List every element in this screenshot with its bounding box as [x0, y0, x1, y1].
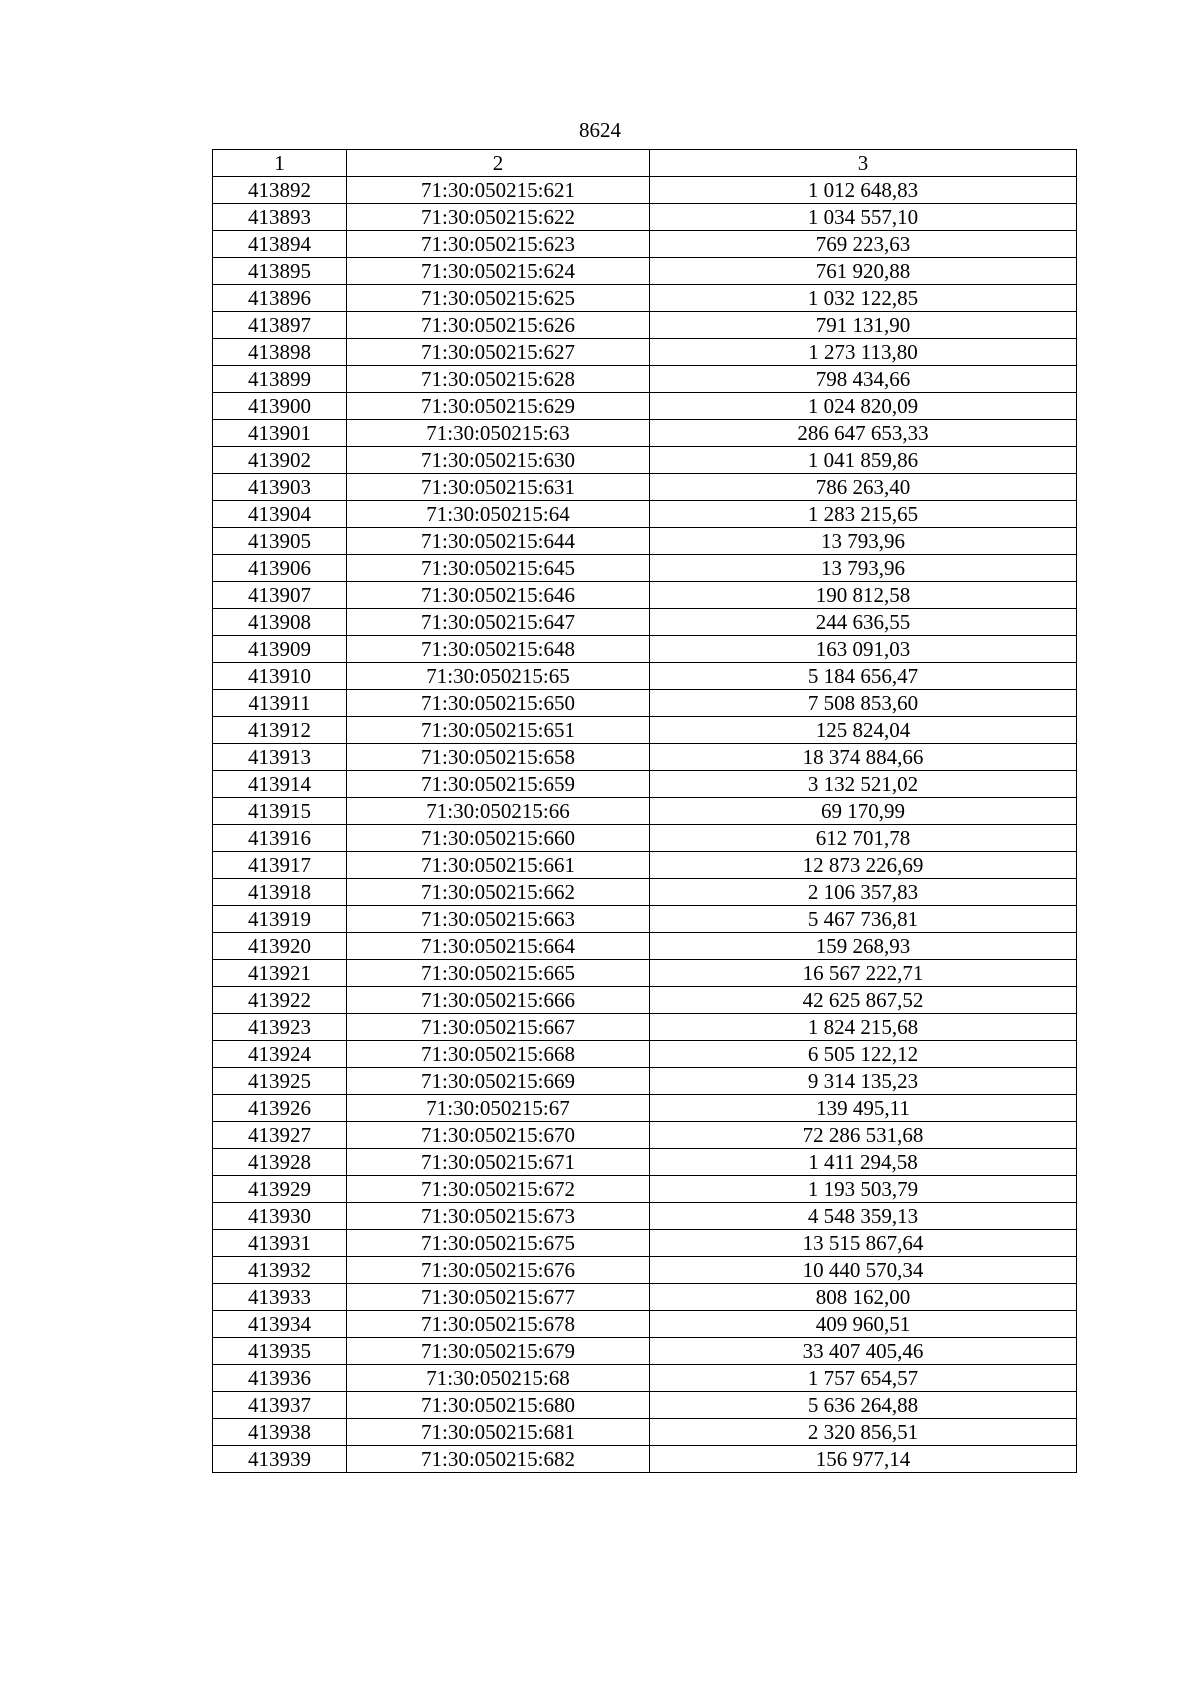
- cadastral-number-cell: 71:30:050215:660: [347, 825, 650, 852]
- table-row: [213, 501, 1077, 528]
- value-cell: 1 824 215,68: [650, 1014, 1077, 1041]
- value-cell: 125 824,04: [650, 717, 1077, 744]
- table-header: [213, 150, 1077, 177]
- cadastral-number-cell: 71:30:050215:647: [347, 609, 650, 636]
- row-number-cell: 413909: [213, 636, 347, 663]
- table-row: [213, 1311, 1077, 1338]
- cadastral-number-cell: 71:30:050215:678: [347, 1311, 650, 1338]
- cadastral-number-cell: 71:30:050215:627: [347, 339, 650, 366]
- cadastral-number-cell: 71:30:050215:624: [347, 258, 650, 285]
- cadastral-number-cell: 71:30:050215:661: [347, 852, 650, 879]
- row-number-cell: 413934: [213, 1311, 347, 1338]
- cadastral-number-cell: 71:30:050215:679: [347, 1338, 650, 1365]
- cadastral-number-cell: 71:30:050215:673: [347, 1203, 650, 1230]
- value-cell: 72 286 531,68: [650, 1122, 1077, 1149]
- value-cell: 18 374 884,66: [650, 744, 1077, 771]
- table-row: [213, 366, 1077, 393]
- row-number-cell: 413922: [213, 987, 347, 1014]
- table-row: [213, 987, 1077, 1014]
- table-row: [213, 1095, 1077, 1122]
- value-cell: 1 757 654,57: [650, 1365, 1077, 1392]
- row-number-cell: 413903: [213, 474, 347, 501]
- table-row: [213, 1446, 1077, 1473]
- cadastral-number-cell: 71:30:050215:68: [347, 1365, 650, 1392]
- value-cell: 13 793,96: [650, 528, 1077, 555]
- value-cell: 7 508 853,60: [650, 690, 1077, 717]
- cadastral-number-cell: 71:30:050215:625: [347, 285, 650, 312]
- value-cell: 42 625 867,52: [650, 987, 1077, 1014]
- table-row: [213, 420, 1077, 447]
- table-row: [213, 1284, 1077, 1311]
- row-number-cell: 413923: [213, 1014, 347, 1041]
- value-cell: 159 268,93: [650, 933, 1077, 960]
- row-number-cell: 413927: [213, 1122, 347, 1149]
- cadastral-number-cell: 71:30:050215:682: [347, 1446, 650, 1473]
- row-number-cell: 413905: [213, 528, 347, 555]
- row-number-cell: 413931: [213, 1230, 347, 1257]
- row-number-cell: 413919: [213, 906, 347, 933]
- row-number-cell: 413892: [213, 177, 347, 204]
- cadastral-number-cell: 71:30:050215:628: [347, 366, 650, 393]
- cadastral-number-cell: 71:30:050215:664: [347, 933, 650, 960]
- value-cell: 139 495,11: [650, 1095, 1077, 1122]
- table-row: [213, 636, 1077, 663]
- cadastral-number-cell: 71:30:050215:646: [347, 582, 650, 609]
- table-row: [213, 1149, 1077, 1176]
- table-row: [213, 177, 1077, 204]
- table-row: [213, 1041, 1077, 1068]
- header-cell-col2: 2: [347, 150, 650, 177]
- table-row: [213, 312, 1077, 339]
- row-number-cell: 413937: [213, 1392, 347, 1419]
- table-row: [213, 771, 1077, 798]
- row-number-cell: 413925: [213, 1068, 347, 1095]
- value-cell: 6 505 122,12: [650, 1041, 1077, 1068]
- value-cell: 156 977,14: [650, 1446, 1077, 1473]
- cadastral-number-cell: 71:30:050215:675: [347, 1230, 650, 1257]
- header-row: [213, 150, 1077, 177]
- row-number-cell: 413907: [213, 582, 347, 609]
- cadastral-number-cell: 71:30:050215:672: [347, 1176, 650, 1203]
- table-row: [213, 339, 1077, 366]
- table-body: [213, 177, 1077, 1473]
- header-cell-col1: 1: [213, 150, 347, 177]
- value-cell: 5 636 264,88: [650, 1392, 1077, 1419]
- row-number-cell: 413915: [213, 798, 347, 825]
- value-cell: 1 012 648,83: [650, 177, 1077, 204]
- table-row: [213, 582, 1077, 609]
- value-cell: 786 263,40: [650, 474, 1077, 501]
- table-row: [213, 933, 1077, 960]
- value-cell: 2 106 357,83: [650, 879, 1077, 906]
- cadastral-number-cell: 71:30:050215:630: [347, 447, 650, 474]
- table-row: [213, 906, 1077, 933]
- row-number-cell: 413918: [213, 879, 347, 906]
- cadastral-number-cell: 71:30:050215:651: [347, 717, 650, 744]
- row-number-cell: 413908: [213, 609, 347, 636]
- cadastral-number-cell: 71:30:050215:658: [347, 744, 650, 771]
- value-cell: 1 273 113,80: [650, 339, 1077, 366]
- table-row: [213, 825, 1077, 852]
- table-row: [213, 744, 1077, 771]
- cadastral-number-cell: 71:30:050215:65: [347, 663, 650, 690]
- table-row: [213, 690, 1077, 717]
- cadastral-number-cell: 71:30:050215:662: [347, 879, 650, 906]
- row-number-cell: 413893: [213, 204, 347, 231]
- value-cell: 1 041 859,86: [650, 447, 1077, 474]
- table-row: [213, 1365, 1077, 1392]
- cadastral-number-cell: 71:30:050215:650: [347, 690, 650, 717]
- table-row: [213, 258, 1077, 285]
- row-number-cell: 413910: [213, 663, 347, 690]
- value-cell: 2 320 856,51: [650, 1419, 1077, 1446]
- table-row: [213, 609, 1077, 636]
- row-number-cell: 413924: [213, 1041, 347, 1068]
- row-number-cell: 413928: [213, 1149, 347, 1176]
- value-cell: 769 223,63: [650, 231, 1077, 258]
- value-cell: 612 701,78: [650, 825, 1077, 852]
- table-row: [213, 1122, 1077, 1149]
- row-number-cell: 413933: [213, 1284, 347, 1311]
- header-cell-col3: 3: [650, 150, 1077, 177]
- row-number-cell: 413898: [213, 339, 347, 366]
- cadastral-number-cell: 71:30:050215:671: [347, 1149, 650, 1176]
- value-cell: 808 162,00: [650, 1284, 1077, 1311]
- row-number-cell: 413916: [213, 825, 347, 852]
- cadastral-number-cell: 71:30:050215:668: [347, 1041, 650, 1068]
- row-number-cell: 413930: [213, 1203, 347, 1230]
- table-row: [213, 1068, 1077, 1095]
- cadastral-number-cell: 71:30:050215:63: [347, 420, 650, 447]
- cadastral-number-cell: 71:30:050215:681: [347, 1419, 650, 1446]
- cadastral-number-cell: 71:30:050215:622: [347, 204, 650, 231]
- row-number-cell: 413904: [213, 501, 347, 528]
- value-cell: 190 812,58: [650, 582, 1077, 609]
- table-row: [213, 879, 1077, 906]
- value-cell: 33 407 405,46: [650, 1338, 1077, 1365]
- table-row: [213, 960, 1077, 987]
- table-row: [213, 528, 1077, 555]
- row-number-cell: 413936: [213, 1365, 347, 1392]
- cadastral-number-cell: 71:30:050215:676: [347, 1257, 650, 1284]
- cadastral-number-cell: 71:30:050215:66: [347, 798, 650, 825]
- row-number-cell: 413897: [213, 312, 347, 339]
- table-row: [213, 285, 1077, 312]
- table-row: [213, 717, 1077, 744]
- table-row: [213, 231, 1077, 258]
- cadastral-number-cell: 71:30:050215:631: [347, 474, 650, 501]
- row-number-cell: 413932: [213, 1257, 347, 1284]
- table-row: [213, 798, 1077, 825]
- row-number-cell: 413929: [213, 1176, 347, 1203]
- value-cell: 798 434,66: [650, 366, 1077, 393]
- table-row: [213, 393, 1077, 420]
- value-cell: 10 440 570,34: [650, 1257, 1077, 1284]
- cadastral-number-cell: 71:30:050215:669: [347, 1068, 650, 1095]
- cadastral-number-cell: 71:30:050215:680: [347, 1392, 650, 1419]
- cadastral-number-cell: 71:30:050215:644: [347, 528, 650, 555]
- row-number-cell: 413900: [213, 393, 347, 420]
- table-row: [213, 204, 1077, 231]
- table-row: [213, 1392, 1077, 1419]
- value-cell: 3 132 521,02: [650, 771, 1077, 798]
- table-row: [213, 663, 1077, 690]
- table-row: [213, 555, 1077, 582]
- row-number-cell: 413939: [213, 1446, 347, 1473]
- cadastral-number-cell: 71:30:050215:666: [347, 987, 650, 1014]
- value-cell: 16 567 222,71: [650, 960, 1077, 987]
- cadastral-number-cell: 71:30:050215:667: [347, 1014, 650, 1041]
- value-cell: 5 184 656,47: [650, 663, 1077, 690]
- value-cell: 1 193 503,79: [650, 1176, 1077, 1203]
- value-cell: 1 034 557,10: [650, 204, 1077, 231]
- value-cell: 286 647 653,33: [650, 420, 1077, 447]
- value-cell: 1 024 820,09: [650, 393, 1077, 420]
- cadastral-number-cell: 71:30:050215:64: [347, 501, 650, 528]
- cadastral-number-cell: 71:30:050215:629: [347, 393, 650, 420]
- row-number-cell: 413914: [213, 771, 347, 798]
- value-cell: 9 314 135,23: [650, 1068, 1077, 1095]
- cadastral-number-cell: 71:30:050215:67: [347, 1095, 650, 1122]
- cadastral-number-cell: 71:30:050215:670: [347, 1122, 650, 1149]
- value-cell: 5 467 736,81: [650, 906, 1077, 933]
- row-number-cell: 413913: [213, 744, 347, 771]
- table-row: [213, 1338, 1077, 1365]
- value-cell: 244 636,55: [650, 609, 1077, 636]
- table-row: [213, 1419, 1077, 1446]
- cadastral-number-cell: 71:30:050215:665: [347, 960, 650, 987]
- row-number-cell: 413894: [213, 231, 347, 258]
- value-cell: 1 411 294,58: [650, 1149, 1077, 1176]
- cadastral-number-cell: 71:30:050215:663: [347, 906, 650, 933]
- table-row: [213, 1014, 1077, 1041]
- value-cell: 1 032 122,85: [650, 285, 1077, 312]
- row-number-cell: 413906: [213, 555, 347, 582]
- row-number-cell: 413938: [213, 1419, 347, 1446]
- table-row: [213, 1257, 1077, 1284]
- table-row: [213, 447, 1077, 474]
- value-cell: 163 091,03: [650, 636, 1077, 663]
- cadastral-number-cell: 71:30:050215:648: [347, 636, 650, 663]
- cadastral-number-cell: 71:30:050215:677: [347, 1284, 650, 1311]
- value-cell: 761 920,88: [650, 258, 1077, 285]
- row-number-cell: 413921: [213, 960, 347, 987]
- value-cell: 13 793,96: [650, 555, 1077, 582]
- cadastral-number-cell: 71:30:050215:659: [347, 771, 650, 798]
- row-number-cell: 413896: [213, 285, 347, 312]
- value-cell: 12 873 226,69: [650, 852, 1077, 879]
- table-row: [213, 1230, 1077, 1257]
- value-cell: 4 548 359,13: [650, 1203, 1077, 1230]
- value-cell: 409 960,51: [650, 1311, 1077, 1338]
- row-number-cell: 413899: [213, 366, 347, 393]
- table-row: [213, 852, 1077, 879]
- table-row: [213, 1203, 1077, 1230]
- row-number-cell: 413911: [213, 690, 347, 717]
- row-number-cell: 413912: [213, 717, 347, 744]
- cadastral-number-cell: 71:30:050215:645: [347, 555, 650, 582]
- table-row: [213, 1176, 1077, 1203]
- cadastral-number-cell: 71:30:050215:623: [347, 231, 650, 258]
- value-cell: 69 170,99: [650, 798, 1077, 825]
- value-cell: 791 131,90: [650, 312, 1077, 339]
- value-cell: 13 515 867,64: [650, 1230, 1077, 1257]
- value-cell: 1 283 215,65: [650, 501, 1077, 528]
- row-number-cell: 413902: [213, 447, 347, 474]
- row-number-cell: 413926: [213, 1095, 347, 1122]
- row-number-cell: 413920: [213, 933, 347, 960]
- registry-table: [212, 149, 1077, 1473]
- page-number: 8624: [579, 118, 621, 142]
- cadastral-number-cell: 71:30:050215:621: [347, 177, 650, 204]
- cadastral-number-cell: 71:30:050215:626: [347, 312, 650, 339]
- row-number-cell: 413917: [213, 852, 347, 879]
- row-number-cell: 413895: [213, 258, 347, 285]
- row-number-cell: 413901: [213, 420, 347, 447]
- row-number-cell: 413935: [213, 1338, 347, 1365]
- table-row: [213, 474, 1077, 501]
